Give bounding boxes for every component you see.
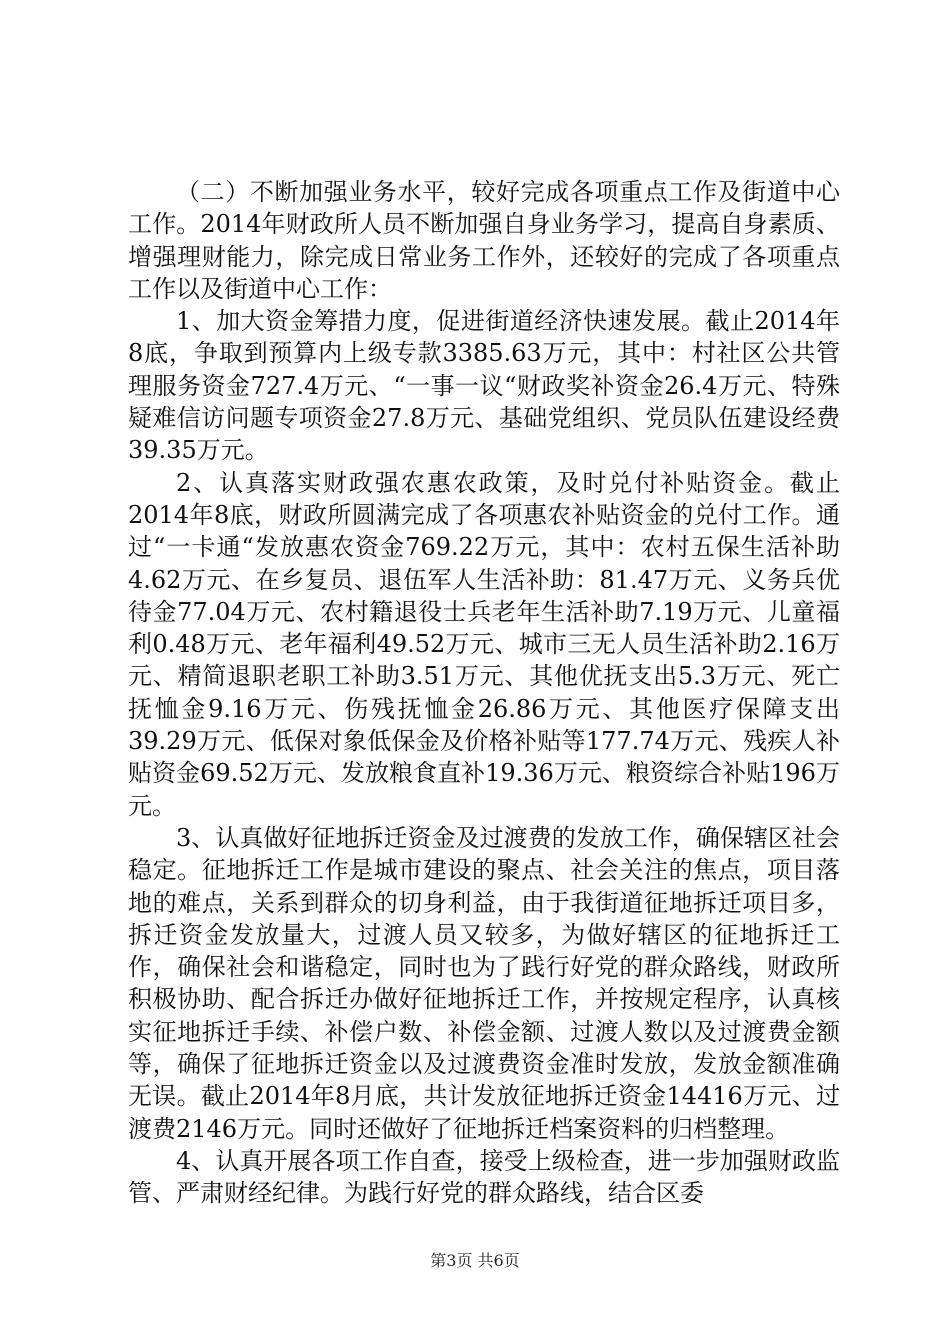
document-body — [128, 176, 840, 1210]
paragraph-item-4: 4、认真开展各项工作自查，接受上级检查，进一步加强财政监管、严肃财经纪律。为践行好党的群众路线，结合区委 — [128, 1146, 840, 1208]
paragraph-item-3: 3、认真做好征地拆迁资金及过渡费的发放工作，确保辖区社会稳定。征地拆迁工作是城市建设的聚点、社会关注的焦点，项目落地的难点，关系到群众的切身利益，由于我街道征地拆迁项目多，拆迁资金发放量大，过渡人员又较多，为做好辖区的征地拆迁工作，确保社会和谐稳定，同时也为了践行好党的群众路线，财政所积极协助、配合拆迁办做好征地拆迁工作，并按规定程序，认真核实征地拆迁手续、补偿户数、补偿金额、过渡人数以及过渡费金额等，确保了征地拆迁资金以及过渡费资金准时发放，发放金额准确无误。截止2014年8月底，共计发放征地拆迁资金14416万元、过渡费2146万元。同时还做好了征地拆迁档案资料的归档整理。 — [128, 823, 840, 1143]
paragraph-item-2: 2、认真落实财政强农惠农政策，及时兑付补贴资金。截止2014年8底，财政所圆满完成了各项惠农补贴资金的兑付工作。通过“一卡通“发放惠农资金769.22万元，其中：农村五保生活补助4.62万元、在乡复员、退伍军人生活补助：81.47万元、义务兵优待金77.04万元、农村籍退役士兵老年生活补助7.19万元、儿童福利0.48万元、老年福利49.52万元、城市三无人员生活补助2.16万元、精简退职老职工补助3.51万元、其他优抚支出5.3万元、死亡抚恤金9.16万元、伤残抚恤金26.86万元、其他医疗保障支出39.29万元、低保对象低保金及价格补贴等177.74万元、残疾人补贴资金69.52万元、发放粮食直补19.36万元、粮资综合补贴196万元。 — [128, 468, 840, 820]
page-footer: 第3页 共6页 — [430, 1251, 520, 1270]
paragraph-item-1: 1、加大资金筹措力度，促进街道经济快速发展。截止2014年8底，争取到预算内上级专款3385.63万元，其中：村社区公共管理服务资金727.4万元、“一事一议“财政奖补资金26.4万元、特殊疑难信访问题专项资金27.8万元、基础党组织、党员队伍建设经费39.35万元。 — [128, 307, 840, 465]
paragraph-section-two: （二）不断加强业务水平，较好完成各项重点工作及街道中心工作。2014年财政所人员不断加强自身业务学习，提高自身素质、增强理财能力，除完成日常业务工作外，还较好的完成了各项重点工作以及街道中心工作： — [128, 178, 840, 303]
